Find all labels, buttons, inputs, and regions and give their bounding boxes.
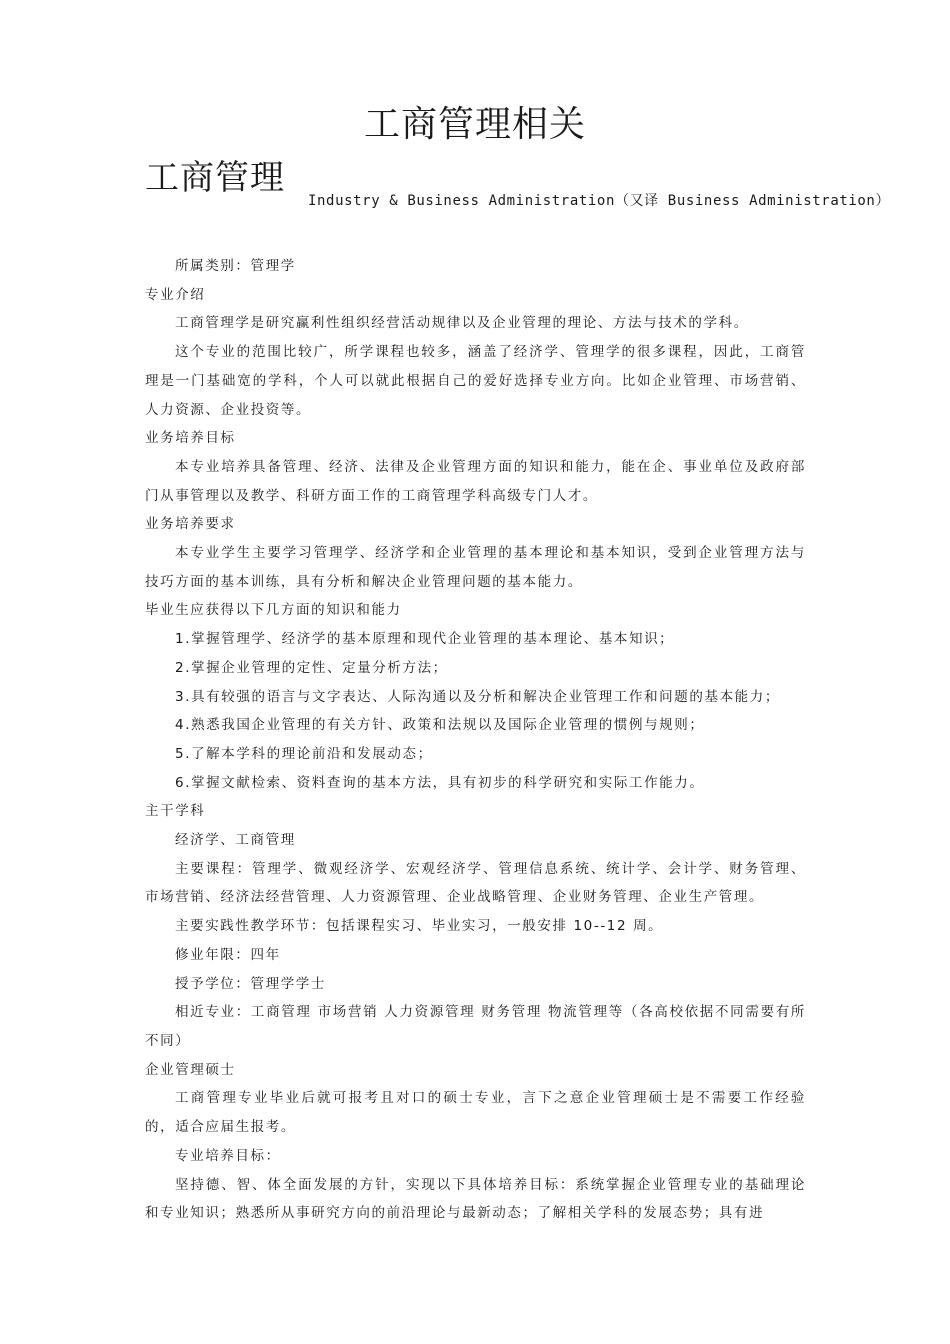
document-body [145,252,806,1228]
section-label: 企业管理硕士 [145,1061,236,1078]
paragraph: 本专业培养具备管理、经济、法律及企业管理方面的知识和能力，能在企、事业单位及政府部门从事管理以及教学、科研方面工作的工商管理学科高级专门人才。 [145,458,806,504]
paragraph: 3.具有较强的语言与文字表达、人际沟通以及分析和解决企业管理工作和问题的基本能力； [175,688,780,705]
paragraph: 工商管理学是研究赢利性组织经营活动规律以及企业管理的理论、方法与技术的学科。 [175,315,749,332]
paragraph: 2.掌握企业管理的定性、定量分析方法； [175,659,448,676]
section-label: 业务培养目标 [145,430,236,447]
paragraph: 4.熟悉我国企业管理的有关方针、政策和法规以及国际企业管理的惯例与规则； [175,717,705,734]
paragraph: 坚持德、智、体全面发展的方针，实现以下具体培养目标：系统掌握企业管理专业的基础理论和专业知识；熟悉所从事研究方向的前沿理论与最新动态；了解相关学科的发展态势；具有进 [145,1176,806,1222]
section-heading: 工商管理 [145,158,285,198]
paragraph: 修业年限：四年 [175,946,281,963]
document-title: 工商管理相关 [363,104,586,145]
paragraph: 主要实践性教学环节：包括课程实习、毕业实习，一般安排 10--12 周。 [175,918,664,935]
paragraph: 主要课程：管理学、微观经济学、宏观经济学、管理信息系统、统计学、会计学、财务管理、市场营销、经济法经营管理、人力资源管理、企业战略管理、企业财务管理、企业生产管理。 [145,860,806,906]
section-label: 毕业生应获得以下几方面的知识和能力 [145,602,402,619]
paragraph: 专业培养目标： [175,1147,281,1164]
paragraph: 授予学位：管理学学士 [175,975,326,992]
paragraph: 6.掌握文献检索、资料查询的基本方法，具有初步的科学研究和实际工作能力。 [175,774,705,791]
section-label: 主干学科 [145,803,206,820]
english-name: Industry & Business Administration（又译 Business Administration） [308,193,891,209]
paragraph: 本专业学生主要学习管理学、经济学和企业管理的基本理论和基本知识，受到企业管理方法与技巧方面的基本训练，具有分析和解决企业管理问题的基本能力。 [145,545,806,590]
section-label: 专业介绍 [145,286,206,303]
paragraph: 5.了解本学科的理论前沿和发展动态； [175,745,433,762]
paragraph: 所属类别：管理学 [175,258,296,274]
paragraph: 经济学、工商管理 [175,832,296,849]
paragraph: 1.掌握管理学、经济学的基本原理和现代企业管理的基本理论、基本知识； [175,631,675,648]
paragraph: 工商管理专业毕业后就可报考且对口的硕士专业，言下之意企业管理硕士是不需要工作经验的，适合应届生报考。 [145,1090,806,1136]
paragraph: 这个专业的范围比较广，所学课程也较多，涵盖了经济学、管理学的很多课程，因此，工商管理是一门基础宽的学科，个人可以就此根据自己的爱好选择专业方向。比如企业管理、市场营销、人力资源、企业投资等。 [145,344,806,418]
paragraph: 相近专业：工商管理 市场营销 人力资源管理 财务管理 物流管理等（各高校依据不同需要有所不同） [145,1004,806,1049]
section-label: 业务培养要求 [145,516,236,533]
